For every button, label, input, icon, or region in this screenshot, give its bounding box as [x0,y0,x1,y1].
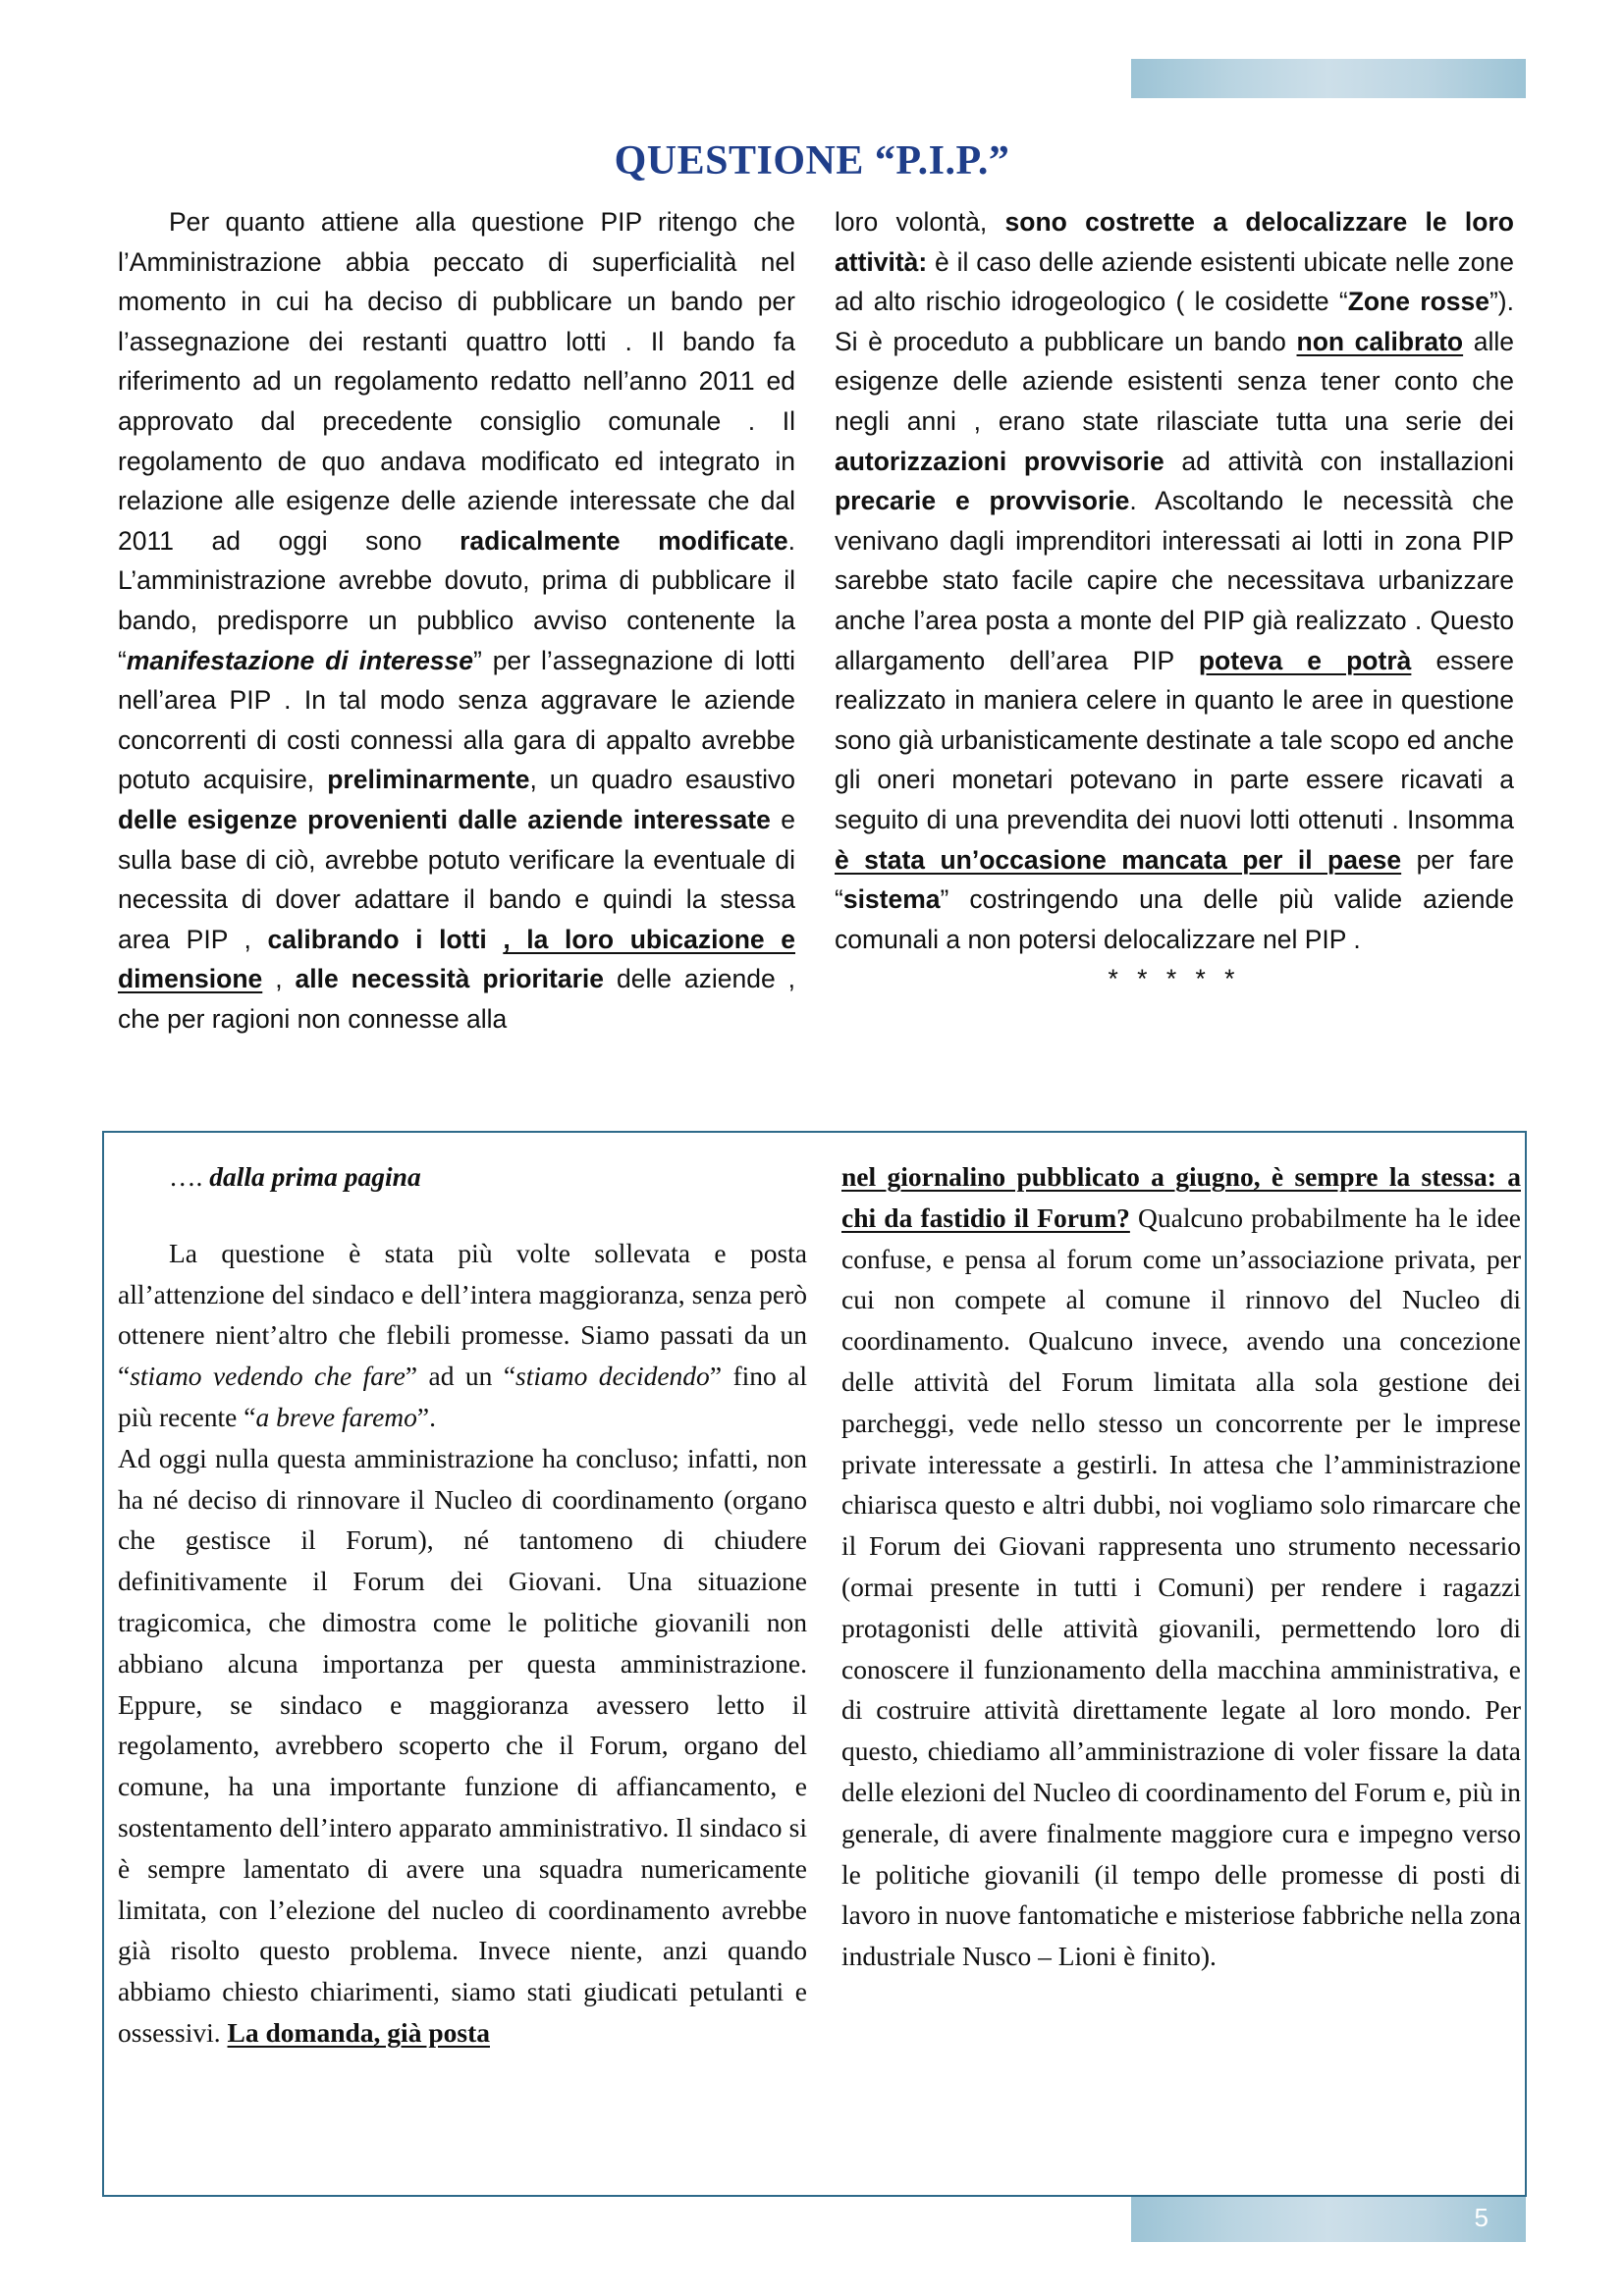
header-decorative-band [1131,59,1526,98]
boxed-article-paragraph: La questione è stata più volte sollevata e posta all’attenzione del sindaco e dell’intera maggioranza, senza però ottenere nient’altro che flebili promesse. Siamo passati da un “stiamo vedendo che fare” ad un “stiamo decidendo” fino al più recente “a breve faremo”. [118,1237,808,1432]
boxed-article-paragraph [841,1156,1521,1977]
underlined-question-end: nel giornalino pubblicato a giugno, è sempre la stessa: a chi da fastidio il Forum? [841,1161,1521,1233]
boxed-article-column-right [841,1156,1521,1977]
footer-decorative-band [1131,2197,1526,2242]
boxed-article-column-left [118,1156,807,2054]
kicker-text: dalla prima pagina [209,1161,421,1192]
page-title: QUESTIONE “P.I.P.” [614,138,1010,185]
section-separator: * * * * * [1108,964,1241,994]
paragraph-text: Qualcuno probabilmente ha le idee confuse, e pensa al forum come un’associazione privata, per cui non compete al comune il rinnovo del Nucleo di coordinamento. Qualcuno invece, avendo una concezione delle attività del Forum limitata alla sola gestione dei parcheggi, vede nello stesso un concorrente per le imprese private interessate a gestirli. In attesa che l’amministrazione chiarisca questo e altri dubbi, noi vogliamo solo rimarcare che il Forum dei Giovani rappresenta uno strumento necessario (ormai presente in tutti i Comuni) per rendere i ragazzi protagonisti delle attività giovanili, permettendo loro di conoscere il funzionamento della macchina amministrativa, e di costruire attività direttamente legate al loro mondo. Per questo, chiediamo all’amministrazione di voler fissare la data delle elezioni del Nucleo di coordinamento del Forum e, più in generale, di avere finalmente maggiore cura e impegno verso le politiche giovanili (il tempo delle promesse di posti di lavoro in nuove fantomatiche e misteriose fabbriche nella zona industriale Nusco – Lioni è finito). [841,1201,1521,1972]
article-column-left [118,202,795,1039]
article-column-right [835,202,1514,999]
page-number: 5 [1474,2203,1489,2232]
kicker-dots: …. [169,1161,203,1192]
article-paragraph: Per quanto attiene alla questione PIP ritengo che l’Amministrazione abbia peccato di superficialità nel momento in cui ha deciso di pubblicare un bando per l’assegnazione dei restanti quattro lotti . Il bando fa riferimento ad un regolamento redatto nell’anno 2011 ed approvato dal precedente consiglio comunale . Il regolamento de quo andava modificato ed integrato in relazione alle esigenze delle aziende interessate che dal 2011 ad oggi sono radicalmente modificate. L’amministrazione avrebbe dovuto, prima di pubblicare il bando, predisporre un pubblico avviso contenente la “manifestazione di interesse” per l’assegnazione di lotti nell’area PIP . In tal modo senza aggravare le aziende concorrenti di costi connessi alla gara di appalto avrebbe potuto acquisire, preliminarmente, un quadro esaustivo delle esigenze provenienti dalle aziende interessate e sulla base di ciò, avrebbe potuto verificare la eventuale di necessita di dover adattare il bando e quindi la stessa area PIP , calibrando i lotti , la loro ubicazione e dimensione , alle necessità prioritarie delle aziende , che per ragioni non connesse alla [118,207,795,1034]
boxed-article-paragraph [118,1438,807,2054]
underlined-question-start: La domanda, già posta [227,2016,490,2048]
paragraph-text: Ad oggi nulla questa amministrazione ha concluso; infatti, non ha né deciso di rinnovare il Nucleo di coordinamento (organo che gestisce il Forum), né tantomeno di chiudere definitivamente il Forum dei Giovani. Una situazione tragicomica, che dimostra come le politiche giovanili non abbiano alcuna importanza per questa amministrazione. Eppure, se sindaco e maggioranza avessero letto il regolamento, avrebbero scoperto che il Forum, organo del comune, ha una importante funzione di affiancamento, e sostentamento dell’intero apparato amministrativo. Il sindaco si è sempre lamentato di avere una squadra numericamente limitata, con l’elezione del nucleo di coordinamento avrebbe già risolto questo problema. Invece niente, anzi quando abbiamo chiesto chiarimenti, siamo stati giudicati petulanti e ossessivi. [118,1442,807,2048]
article-paragraph: loro volontà, sono costrette a delocalizzare le loro attività: è il caso delle aziende esistenti ubicate nelle zone ad alto rischio idrogeologico ( le cosidette “Zone rosse”). Si è proceduto a pubblicare un bando non calibrato alle esigenze delle aziende esistenti senza tener conto che negli anni , erano state rilasciate tutta una serie dei autorizzazioni provvisorie ad attività con installazioni precarie e provvisorie. Ascoltando le necessità che venivano dagli imprenditori interessati ai lotti in zona PIP sarebbe stato facile capire che necessitava urbanizzare anche l’area posta a monte del PIP già realizzato . Questo allargamento dell’area PIP poteva e potrà essere realizzato in maniera celere in quanto le aree in questione sono già urbanisticamente destinate a tale scopo ed anche gli oneri monetari potevano in parte essere ricavati a seguito di una prevendita dei nuovi lotti ottenuti . Insomma è stata un’occasione mancata per il paese per fare “sistema” costringendo una delle più valide aziende comunali a non potersi delocalizzare nel PIP . [835,207,1514,954]
boxed-article-kicker [118,1156,807,1198]
